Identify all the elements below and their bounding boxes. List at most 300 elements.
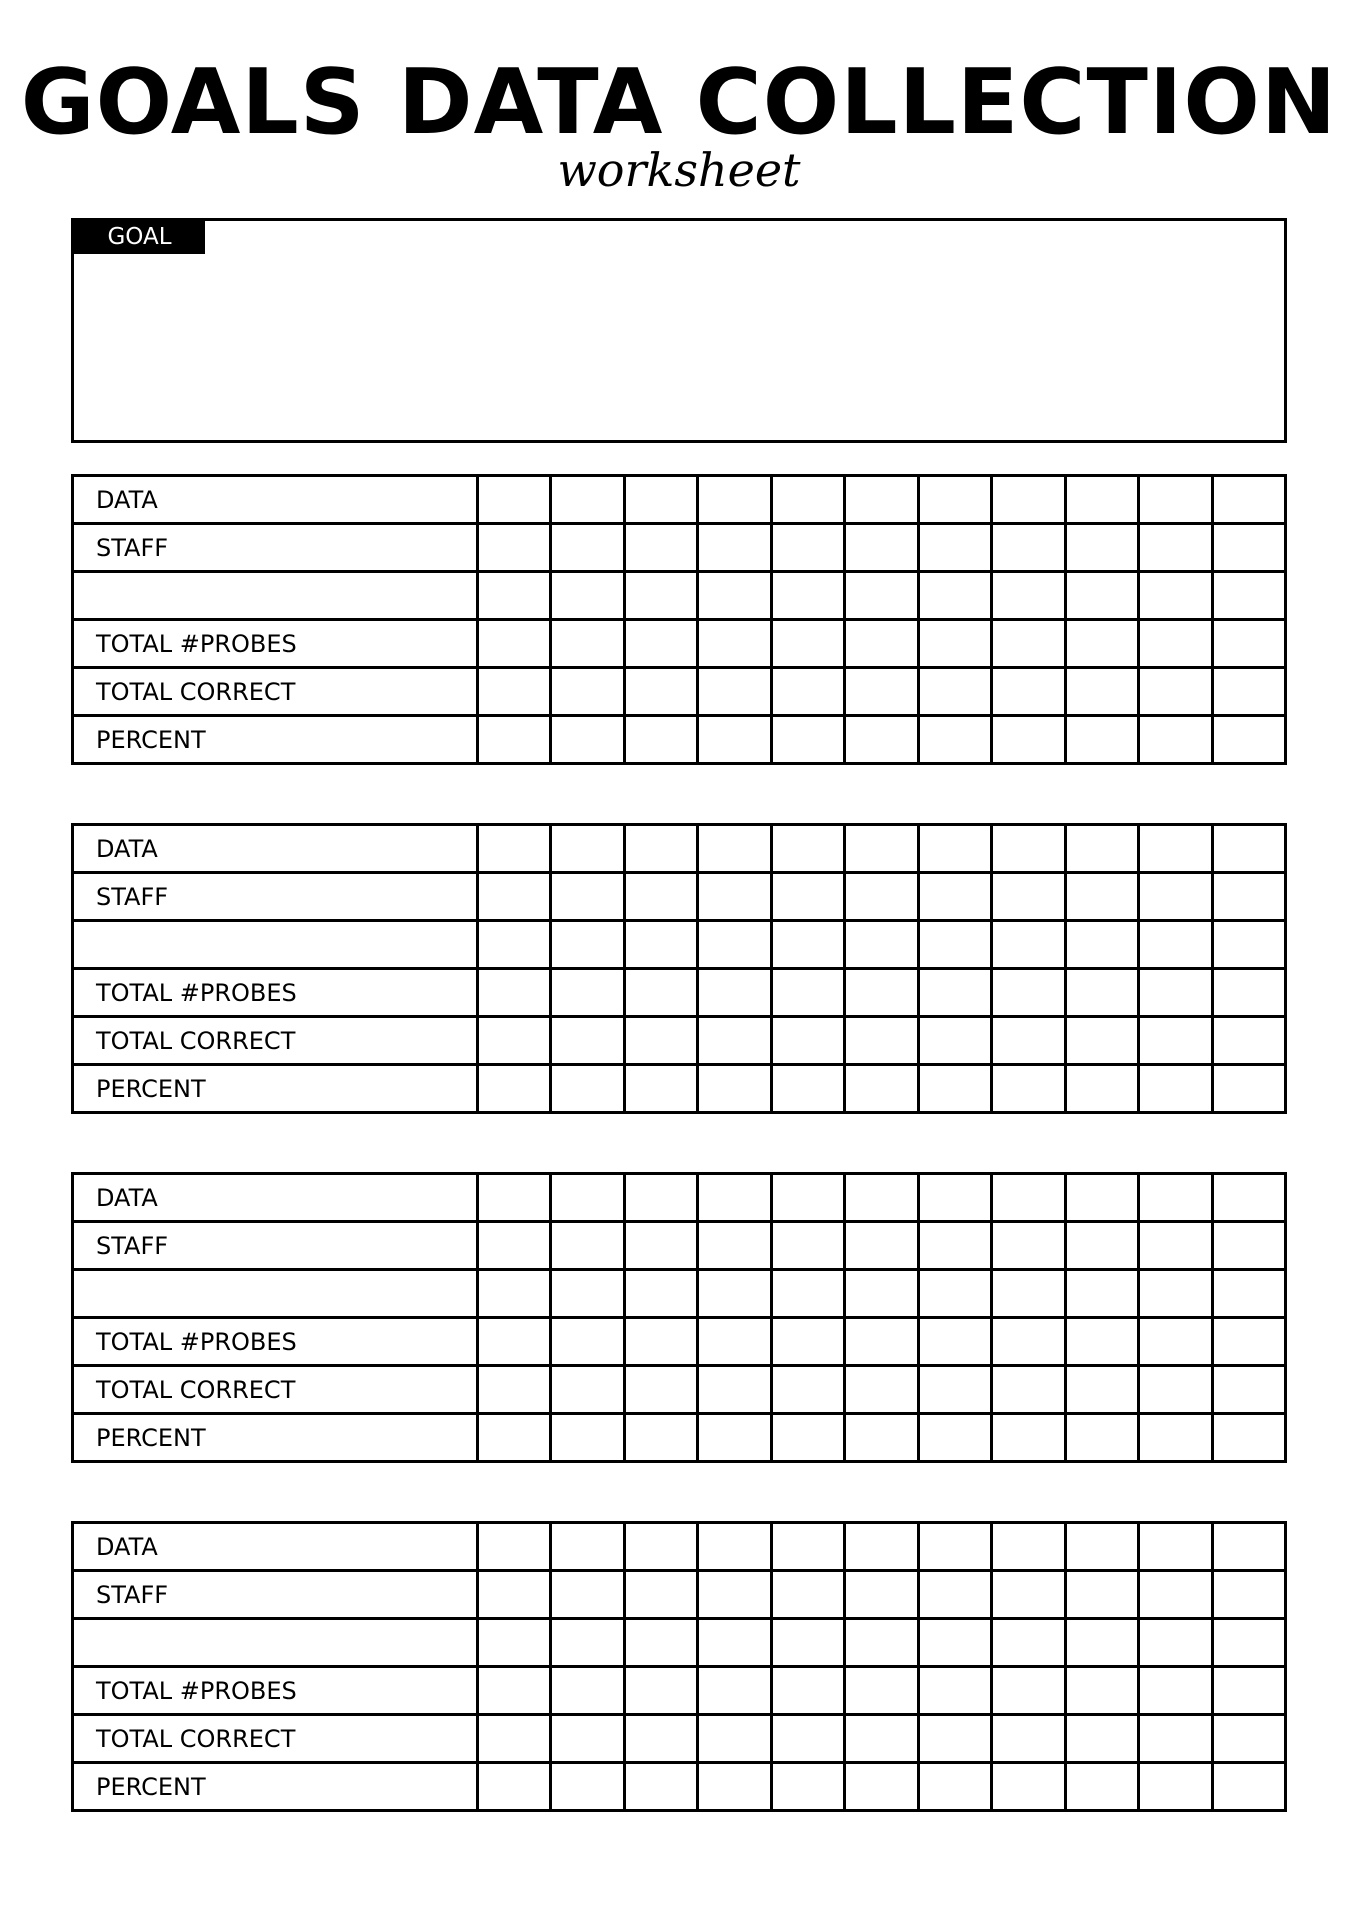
- entry-cell[interactable]: [1065, 1270, 1138, 1318]
- entry-cell[interactable]: [918, 476, 991, 524]
- entry-cell[interactable]: [1212, 1017, 1285, 1065]
- entry-cell[interactable]: [478, 1174, 551, 1222]
- entry-cell[interactable]: [478, 1270, 551, 1318]
- entry-cell[interactable]: [1212, 620, 1285, 668]
- entry-cell[interactable]: [1065, 1366, 1138, 1414]
- entry-cell[interactable]: [478, 1318, 551, 1366]
- entry-cell[interactable]: [771, 969, 844, 1017]
- table-row: [73, 668, 1286, 716]
- entry-cell[interactable]: [771, 1763, 844, 1811]
- entry-cell[interactable]: [992, 1715, 1065, 1763]
- entry-cell[interactable]: [624, 1174, 697, 1222]
- table-row: [73, 873, 1286, 921]
- row-label: STAFF: [73, 1222, 478, 1270]
- entry-cell[interactable]: [918, 1715, 991, 1763]
- entry-cell[interactable]: [624, 572, 697, 620]
- entry-cell[interactable]: [698, 716, 771, 764]
- entry-cell[interactable]: [551, 1667, 624, 1715]
- entry-cell[interactable]: [624, 1715, 697, 1763]
- entry-cell[interactable]: [1139, 1414, 1212, 1462]
- entry-cell[interactable]: [624, 825, 697, 873]
- data-table-4: [71, 1521, 1287, 1812]
- entry-cell[interactable]: [992, 1523, 1065, 1571]
- entry-cell[interactable]: [845, 873, 918, 921]
- entry-cell[interactable]: [551, 1523, 624, 1571]
- entry-cell[interactable]: [698, 1174, 771, 1222]
- entry-cell[interactable]: [624, 1763, 697, 1811]
- entry-cell[interactable]: [698, 1318, 771, 1366]
- entry-cell[interactable]: [478, 873, 551, 921]
- entry-cell[interactable]: [551, 1763, 624, 1811]
- entry-cell[interactable]: [1212, 1523, 1285, 1571]
- entry-cell[interactable]: [551, 620, 624, 668]
- entry-cell[interactable]: [624, 1619, 697, 1667]
- entry-cell[interactable]: [1065, 1318, 1138, 1366]
- entry-cell[interactable]: [624, 1318, 697, 1366]
- entry-cell[interactable]: [918, 1414, 991, 1462]
- entry-cell[interactable]: [624, 716, 697, 764]
- entry-cell[interactable]: [698, 873, 771, 921]
- entry-cell[interactable]: [918, 1017, 991, 1065]
- entry-cell[interactable]: [918, 969, 991, 1017]
- entry-cell[interactable]: [918, 620, 991, 668]
- entry-cell[interactable]: [478, 825, 551, 873]
- entry-cell[interactable]: [992, 1017, 1065, 1065]
- entry-cell[interactable]: [845, 524, 918, 572]
- entry-cell[interactable]: [1212, 1715, 1285, 1763]
- entry-cell[interactable]: [845, 1619, 918, 1667]
- entry-cell[interactable]: [698, 1763, 771, 1811]
- entry-cell[interactable]: [478, 1763, 551, 1811]
- entry-cell[interactable]: [992, 825, 1065, 873]
- entry-cell[interactable]: [478, 969, 551, 1017]
- entry-cell[interactable]: [845, 1222, 918, 1270]
- entry-cell[interactable]: [1212, 476, 1285, 524]
- entry-cell[interactable]: [992, 1065, 1065, 1113]
- entry-cell[interactable]: [1139, 476, 1212, 524]
- entry-cell[interactable]: [771, 1523, 844, 1571]
- entry-cell[interactable]: [1065, 1619, 1138, 1667]
- entry-cell[interactable]: [771, 572, 844, 620]
- row-label: PERCENT: [73, 716, 478, 764]
- entry-cell[interactable]: [1212, 1414, 1285, 1462]
- entry-cell[interactable]: [1212, 716, 1285, 764]
- entry-cell[interactable]: [1139, 1619, 1212, 1667]
- entry-cell[interactable]: [771, 1667, 844, 1715]
- entry-cell[interactable]: [992, 668, 1065, 716]
- entry-cell[interactable]: [1139, 873, 1212, 921]
- entry-cell[interactable]: [551, 1715, 624, 1763]
- entry-cell[interactable]: [845, 1715, 918, 1763]
- entry-cell[interactable]: [1212, 1667, 1285, 1715]
- entry-cell[interactable]: [992, 921, 1065, 969]
- entry-cell[interactable]: [771, 1017, 844, 1065]
- entry-cell[interactable]: [845, 1523, 918, 1571]
- row-label: TOTAL CORRECT: [73, 1366, 478, 1414]
- entry-cell[interactable]: [771, 1222, 844, 1270]
- entry-cell[interactable]: [1139, 572, 1212, 620]
- entry-cell[interactable]: [918, 1222, 991, 1270]
- entry-cell[interactable]: [771, 1619, 844, 1667]
- entry-cell[interactable]: [624, 1270, 697, 1318]
- entry-cell[interactable]: [992, 524, 1065, 572]
- entry-cell[interactable]: [551, 1017, 624, 1065]
- table-row: [73, 1523, 1286, 1571]
- entry-cell[interactable]: [698, 1366, 771, 1414]
- entry-cell[interactable]: [1139, 1065, 1212, 1113]
- table-row: [73, 1571, 1286, 1619]
- entry-cell[interactable]: [845, 1763, 918, 1811]
- entry-cell[interactable]: [918, 716, 991, 764]
- entry-cell[interactable]: [918, 1174, 991, 1222]
- entry-cell[interactable]: [1139, 1318, 1212, 1366]
- entry-cell[interactable]: [551, 1174, 624, 1222]
- entry-cell[interactable]: [845, 572, 918, 620]
- data-table-2: [71, 823, 1287, 1114]
- entry-cell[interactable]: [1212, 668, 1285, 716]
- entry-cell[interactable]: [1139, 1571, 1212, 1619]
- entry-cell[interactable]: [845, 1667, 918, 1715]
- entry-cell[interactable]: [698, 969, 771, 1017]
- entry-cell[interactable]: [551, 825, 624, 873]
- entry-cell[interactable]: [1065, 921, 1138, 969]
- entry-cell[interactable]: [771, 873, 844, 921]
- entry-cell[interactable]: [1139, 825, 1212, 873]
- entry-cell[interactable]: [771, 1174, 844, 1222]
- entry-cell[interactable]: [551, 1065, 624, 1113]
- entry-cell[interactable]: [992, 620, 1065, 668]
- entry-cell[interactable]: [845, 1414, 918, 1462]
- entry-cell[interactable]: [845, 1065, 918, 1113]
- entry-cell[interactable]: [698, 1017, 771, 1065]
- entry-cell[interactable]: [771, 1270, 844, 1318]
- entry-cell[interactable]: [1212, 1174, 1285, 1222]
- entry-cell[interactable]: [698, 1667, 771, 1715]
- entry-cell[interactable]: [845, 668, 918, 716]
- entry-cell[interactable]: [624, 1065, 697, 1113]
- entry-cell[interactable]: [551, 1571, 624, 1619]
- entry-cell[interactable]: [1065, 1763, 1138, 1811]
- entry-cell[interactable]: [1065, 969, 1138, 1017]
- entry-cell[interactable]: [1065, 524, 1138, 572]
- entry-cell[interactable]: [1139, 1174, 1212, 1222]
- entry-cell[interactable]: [992, 1270, 1065, 1318]
- entry-cell[interactable]: [845, 1017, 918, 1065]
- table-row: [73, 572, 1286, 620]
- entry-cell[interactable]: [698, 524, 771, 572]
- entry-cell[interactable]: [1139, 1366, 1212, 1414]
- entry-cell[interactable]: [918, 668, 991, 716]
- entry-cell[interactable]: [845, 921, 918, 969]
- entry-cell[interactable]: [698, 572, 771, 620]
- table-row: [73, 1715, 1286, 1763]
- entry-cell[interactable]: [698, 1414, 771, 1462]
- entry-cell[interactable]: [771, 921, 844, 969]
- entry-cell[interactable]: [771, 1065, 844, 1113]
- row-label: DATA: [73, 825, 478, 873]
- entry-cell[interactable]: [698, 1222, 771, 1270]
- entry-cell[interactable]: [1212, 1222, 1285, 1270]
- entry-cell[interactable]: [478, 1571, 551, 1619]
- entry-cell[interactable]: [478, 668, 551, 716]
- entry-cell[interactable]: [624, 873, 697, 921]
- entry-cell[interactable]: [992, 1667, 1065, 1715]
- row-label: STAFF: [73, 524, 478, 572]
- row-label: PERCENT: [73, 1065, 478, 1113]
- entry-cell[interactable]: [845, 716, 918, 764]
- entry-cell[interactable]: [478, 1414, 551, 1462]
- entry-cell[interactable]: [1212, 1619, 1285, 1667]
- row-label: DATA: [73, 1523, 478, 1571]
- entry-cell[interactable]: [845, 1366, 918, 1414]
- entry-cell[interactable]: [918, 1571, 991, 1619]
- entry-cell[interactable]: [992, 1763, 1065, 1811]
- entry-cell[interactable]: [845, 1174, 918, 1222]
- entry-cell[interactable]: [551, 969, 624, 1017]
- entry-cell[interactable]: [478, 1619, 551, 1667]
- entry-cell[interactable]: [918, 1763, 991, 1811]
- entry-cell[interactable]: [918, 873, 991, 921]
- entry-cell[interactable]: [918, 1318, 991, 1366]
- entry-cell[interactable]: [624, 1667, 697, 1715]
- entry-cell[interactable]: [698, 476, 771, 524]
- table-row: [73, 476, 1286, 524]
- entry-cell[interactable]: [698, 1523, 771, 1571]
- entry-cell[interactable]: [845, 825, 918, 873]
- entry-cell[interactable]: [478, 1715, 551, 1763]
- entry-cell[interactable]: [845, 1571, 918, 1619]
- entry-cell[interactable]: [771, 668, 844, 716]
- entry-cell[interactable]: [698, 1715, 771, 1763]
- entry-cell[interactable]: [771, 1715, 844, 1763]
- entry-cell[interactable]: [478, 524, 551, 572]
- entry-cell[interactable]: [551, 524, 624, 572]
- entry-cell[interactable]: [624, 1414, 697, 1462]
- entry-cell[interactable]: [1212, 1763, 1285, 1811]
- entry-cell[interactable]: [1065, 1715, 1138, 1763]
- entry-cell[interactable]: [1065, 1174, 1138, 1222]
- entry-cell[interactable]: [992, 572, 1065, 620]
- entry-cell[interactable]: [771, 825, 844, 873]
- entry-cell[interactable]: [698, 620, 771, 668]
- entry-cell[interactable]: [1065, 1414, 1138, 1462]
- entry-cell[interactable]: [1212, 825, 1285, 873]
- entry-cell[interactable]: [992, 1366, 1065, 1414]
- entry-cell[interactable]: [771, 476, 844, 524]
- entry-cell[interactable]: [478, 1065, 551, 1113]
- table-row: [73, 1174, 1286, 1222]
- entry-cell[interactable]: [992, 1619, 1065, 1667]
- entry-cell[interactable]: [1065, 873, 1138, 921]
- goal-writing-area[interactable]: [74, 254, 1284, 440]
- table-row: [73, 1414, 1286, 1462]
- entry-cell[interactable]: [992, 1414, 1065, 1462]
- entry-cell[interactable]: [478, 572, 551, 620]
- row-label: STAFF: [73, 873, 478, 921]
- entry-cell[interactable]: [845, 1270, 918, 1318]
- entry-cell[interactable]: [918, 1667, 991, 1715]
- entry-cell[interactable]: [478, 1222, 551, 1270]
- entry-cell[interactable]: [1212, 524, 1285, 572]
- entry-cell[interactable]: [1212, 1065, 1285, 1113]
- entry-cell[interactable]: [698, 1065, 771, 1113]
- entry-cell[interactable]: [1139, 1017, 1212, 1065]
- entry-cell[interactable]: [698, 1270, 771, 1318]
- entry-cell[interactable]: [992, 1174, 1065, 1222]
- entry-cell[interactable]: [1065, 825, 1138, 873]
- entry-cell[interactable]: [624, 620, 697, 668]
- entry-cell[interactable]: [918, 1523, 991, 1571]
- entry-cell[interactable]: [1065, 572, 1138, 620]
- table-row: [73, 969, 1286, 1017]
- entry-cell[interactable]: [1065, 1065, 1138, 1113]
- entry-cell[interactable]: [624, 1222, 697, 1270]
- entry-cell[interactable]: [1065, 668, 1138, 716]
- entry-cell[interactable]: [1212, 969, 1285, 1017]
- row-label: DATA: [73, 1174, 478, 1222]
- entry-cell[interactable]: [551, 1619, 624, 1667]
- entry-cell[interactable]: [478, 1017, 551, 1065]
- entry-cell[interactable]: [624, 1366, 697, 1414]
- entry-cell[interactable]: [1139, 1270, 1212, 1318]
- entry-cell[interactable]: [1065, 1222, 1138, 1270]
- table-row: [73, 1667, 1286, 1715]
- entry-cell[interactable]: [992, 716, 1065, 764]
- entry-cell[interactable]: [1212, 1571, 1285, 1619]
- entry-cell[interactable]: [1139, 1715, 1212, 1763]
- entry-cell[interactable]: [1212, 1366, 1285, 1414]
- entry-cell[interactable]: [771, 1318, 844, 1366]
- data-table-3: [71, 1172, 1287, 1463]
- entry-cell[interactable]: [771, 716, 844, 764]
- entry-cell[interactable]: [698, 1571, 771, 1619]
- entry-cell[interactable]: [845, 1318, 918, 1366]
- entry-cell[interactable]: [992, 1571, 1065, 1619]
- table-row: [73, 716, 1286, 764]
- entry-cell[interactable]: [624, 524, 697, 572]
- entry-cell[interactable]: [1212, 873, 1285, 921]
- entry-cell[interactable]: [698, 825, 771, 873]
- entry-cell[interactable]: [992, 476, 1065, 524]
- entry-cell[interactable]: [1212, 1270, 1285, 1318]
- entry-cell[interactable]: [478, 1667, 551, 1715]
- entry-cell[interactable]: [992, 873, 1065, 921]
- entry-cell[interactable]: [551, 1222, 624, 1270]
- entry-cell[interactable]: [1212, 572, 1285, 620]
- table-row: [73, 620, 1286, 668]
- entry-cell[interactable]: [1139, 668, 1212, 716]
- entry-cell[interactable]: [918, 1270, 991, 1318]
- table-row: [73, 1619, 1286, 1667]
- entry-cell[interactable]: [624, 969, 697, 1017]
- entry-cell[interactable]: [1139, 620, 1212, 668]
- entry-cell[interactable]: [918, 825, 991, 873]
- entry-cell[interactable]: [992, 1318, 1065, 1366]
- entry-cell[interactable]: [992, 969, 1065, 1017]
- data-table-1: [71, 474, 1287, 765]
- entry-cell[interactable]: [845, 476, 918, 524]
- entry-cell[interactable]: [771, 1414, 844, 1462]
- entry-cell[interactable]: [845, 620, 918, 668]
- entry-cell[interactable]: [1065, 716, 1138, 764]
- table-row: [73, 1017, 1286, 1065]
- row-label: PERCENT: [73, 1414, 478, 1462]
- entry-cell[interactable]: [1212, 1318, 1285, 1366]
- entry-cell[interactable]: [478, 1523, 551, 1571]
- entry-cell[interactable]: [1065, 1667, 1138, 1715]
- entry-cell[interactable]: [1065, 1523, 1138, 1571]
- entry-cell[interactable]: [624, 1017, 697, 1065]
- entry-cell[interactable]: [992, 1222, 1065, 1270]
- entry-cell[interactable]: [771, 620, 844, 668]
- entry-cell[interactable]: [624, 1523, 697, 1571]
- entry-cell[interactable]: [1139, 716, 1212, 764]
- entry-cell[interactable]: [1139, 969, 1212, 1017]
- entry-cell[interactable]: [551, 716, 624, 764]
- page-subtitle: worksheet: [557, 143, 801, 197]
- entry-cell[interactable]: [1139, 921, 1212, 969]
- entry-cell[interactable]: [918, 1619, 991, 1667]
- entry-cell[interactable]: [551, 873, 624, 921]
- entry-cell[interactable]: [698, 668, 771, 716]
- entry-cell[interactable]: [551, 1318, 624, 1366]
- entry-cell[interactable]: [1065, 1017, 1138, 1065]
- entry-cell[interactable]: [698, 1619, 771, 1667]
- entry-cell[interactable]: [1065, 620, 1138, 668]
- row-label: [73, 1270, 478, 1318]
- entry-cell[interactable]: [624, 921, 697, 969]
- entry-cell[interactable]: [1139, 1222, 1212, 1270]
- entry-cell[interactable]: [1065, 476, 1138, 524]
- entry-cell[interactable]: [624, 476, 697, 524]
- entry-cell[interactable]: [551, 572, 624, 620]
- entry-cell[interactable]: [918, 524, 991, 572]
- entry-cell[interactable]: [918, 921, 991, 969]
- entry-cell[interactable]: [478, 476, 551, 524]
- entry-cell[interactable]: [771, 524, 844, 572]
- entry-cell[interactable]: [918, 572, 991, 620]
- entry-cell[interactable]: [478, 716, 551, 764]
- row-label: TOTAL CORRECT: [73, 1715, 478, 1763]
- entry-cell[interactable]: [624, 1571, 697, 1619]
- entry-cell[interactable]: [1139, 524, 1212, 572]
- entry-cell[interactable]: [1065, 1571, 1138, 1619]
- row-label: TOTAL CORRECT: [73, 668, 478, 716]
- entry-cell[interactable]: [551, 921, 624, 969]
- entry-cell[interactable]: [478, 921, 551, 969]
- row-label: [73, 572, 478, 620]
- entry-cell[interactable]: [1139, 1523, 1212, 1571]
- entry-cell[interactable]: [551, 1414, 624, 1462]
- entry-cell[interactable]: [551, 1270, 624, 1318]
- row-label: PERCENT: [73, 1763, 478, 1811]
- entry-cell[interactable]: [478, 1366, 551, 1414]
- entry-cell[interactable]: [478, 620, 551, 668]
- entry-cell[interactable]: [1139, 1667, 1212, 1715]
- entry-cell[interactable]: [551, 668, 624, 716]
- entry-cell[interactable]: [551, 1366, 624, 1414]
- entry-cell[interactable]: [624, 668, 697, 716]
- entry-cell[interactable]: [771, 1571, 844, 1619]
- entry-cell[interactable]: [918, 1366, 991, 1414]
- entry-cell[interactable]: [1212, 921, 1285, 969]
- entry-cell[interactable]: [845, 969, 918, 1017]
- entry-cell[interactable]: [551, 476, 624, 524]
- entry-cell[interactable]: [698, 921, 771, 969]
- entry-cell[interactable]: [918, 1065, 991, 1113]
- entry-cell[interactable]: [771, 1366, 844, 1414]
- entry-cell[interactable]: [1139, 1763, 1212, 1811]
